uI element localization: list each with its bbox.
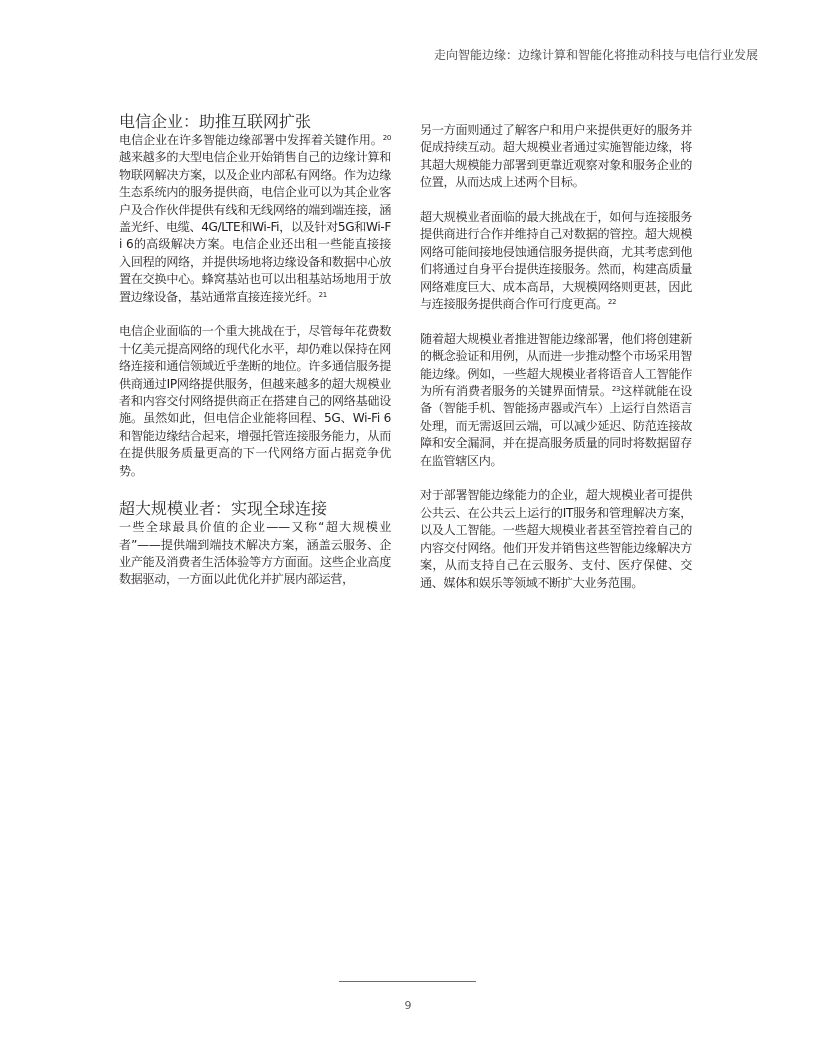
paragraph-telecom-2: 电信企业面临的一个重大挑战在于，尽管每年花费数十亿美元提高网络的现代化水平，却仍难以保持在网络连接和通信领域近乎垄断的地位。许多通信服务提供商通过IP网络提供服务，但越来越多的超大规模业者和内容交付网络提供商正在搭建自己的网络基础设施。虽然如此，但电信企业能将回程、5G、Wi-Fi 6和智能边缘结合起来，增强托管连接服务能力，从而在提供服务质量更高的下一代网络方面占据竞争优势。	[119, 324, 391, 478]
footer-divider	[339, 981, 476, 982]
paragraph-gap	[420, 192, 692, 209]
running-header-title: 走向智能边缘：边缘计算和智能化将推动科技与电信行业发展	[433, 48, 758, 62]
section-gap	[119, 480, 391, 499]
paragraph-right-2	[420, 209, 692, 313]
footnote-ref-23[interactable]: 23	[611, 385, 621, 394]
paragraph-text: 随着超大规模业者推进智能边缘部署，他们将创建新的概念验证和用例，从而进一步推动整个市场采用智能边缘。例如，一些超大规模业者将语音人工智能作为所有消费者服务的关键界面情景。	[420, 331, 692, 399]
paragraph-text: 超大规模业者面临的最大挑战在于，如何与连接服务提供商进行合作并维持自己对数据的管控。超大规模网络可能间接地侵蚀通信服务提供商，尤其考虑到他们将通过自身平台提供连接服务。然而，构建高质量网络难度巨大、成本高昂，大规模网络则更甚，因此与连接服务提供商合作可行度更高。	[420, 210, 692, 312]
right-column	[420, 122, 692, 592]
paragraph-text: 电信企业在许多智能边缘部署中发挥着关键作用。	[119, 133, 383, 147]
paragraph-gap	[420, 313, 692, 330]
paragraph-gap	[420, 470, 692, 487]
paragraph-hyperscaler-1: 一些全球最具价值的企业——又称“超大规模业者”——提供端到端技术解决方案，涵盖云服务、企业产能及消费者生活体验等方方面面。这些企业高度数据驱动，一方面以此优化并扩展内部运营，	[119, 520, 391, 587]
paragraph-right-1: 另一方面则通过了解客户和用户来提供更好的服务并促成持续互动。超大规模业者通过实施智能边缘，将其超大规模能力部署到更靠近观察对象和服务企业的位置，从而达成上述两个目标。	[420, 123, 692, 190]
footnote-ref-21[interactable]: 21	[318, 290, 327, 299]
left-column	[119, 112, 391, 589]
paragraph-text: 这样就能在设备（智能手机、智能扬声器或汽车）上运行自然语言处理，而无需返回云端，可以减少延迟、防范连接故障和安全漏洞，并在提高服务质量的同时将数据留存在监管辖区内。	[420, 384, 692, 468]
paragraph-gap	[119, 306, 391, 323]
section-heading-hyperscaler: 超大规模业者：实现全球连接	[119, 499, 328, 519]
footnote-ref-20[interactable]: 20	[382, 134, 391, 142]
paragraph-right-4: 对于部署智能边缘能力的企业，超大规模业者可提供公共云、在公共云上运行的IT服务和管理解决方案，以及人工智能。一些超大规模业者甚至管控着自己的内容交付网络。他们开发并销售这些智能边缘解决方案，从而支持自己在云服务、支付、医疗保健、交通、媒体和娱乐等领域不断扩大业务范围。	[420, 488, 692, 590]
section-heading-telecom: 电信企业：助推互联网扩张	[119, 112, 312, 131]
paragraph-right-3	[420, 331, 692, 470]
paragraph-text: 越来越多的大型电信企业开始销售自己的边缘计算和物联网解决方案，以及企业内部私有网络。作为边缘生态系统内的服务提供商，电信企业可以为其企业客户及合作伙伴提供有线和无线网络的端到端连接，涵盖光纤、电缆、4G/LTE和Wi-Fi，以及针对5G和Wi-Fi 6的高级解决方案。电信企业还出租一些能直接接入回程的网络，并提供场地将边缘设备和数据中心放置在交换中心。蜂窝基站也可以出租基站场地用于放置边缘设备，基站通常直接连接光纤。	[119, 150, 391, 304]
footnote-ref-22[interactable]: 22	[607, 298, 617, 307]
paragraph-telecom-1	[119, 132, 391, 306]
page-number: 9	[404, 999, 412, 1012]
